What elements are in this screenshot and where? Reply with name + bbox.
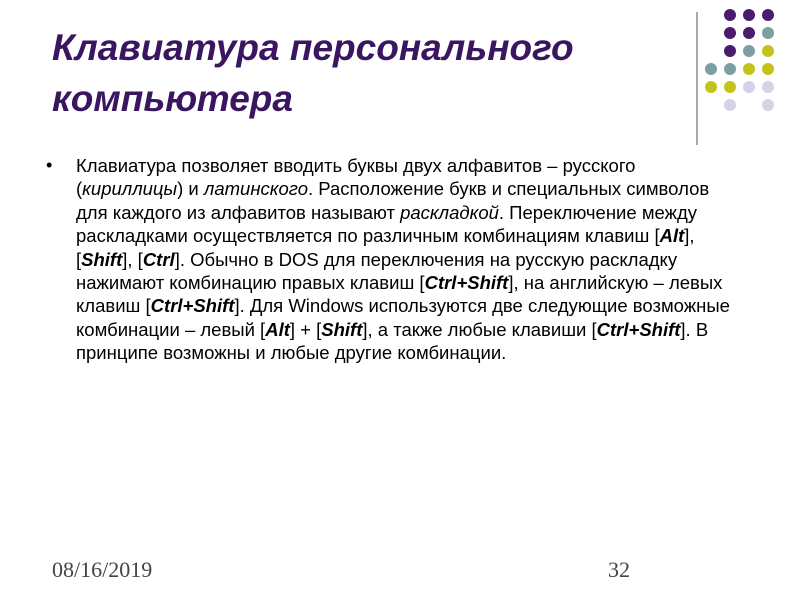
term: латинского <box>203 178 308 200</box>
page-number: 32 <box>608 557 630 582</box>
decorative-dot <box>705 63 717 75</box>
decorative-dot <box>762 63 774 75</box>
text-run: ]. Для Windows используются две следующие возможные комбинации – левый [ <box>76 295 730 340</box>
key-name: Ctrl+Shift <box>596 318 681 340</box>
dot-gap <box>705 9 717 21</box>
text-run: ], [ <box>122 248 143 270</box>
decorative-dot-grid <box>705 9 774 111</box>
decorative-dot <box>762 99 774 111</box>
decorative-dot <box>743 63 755 75</box>
text-run: . Переключение между раскладками осуществляется по различным комбинациям клавиш [ <box>76 201 698 247</box>
term: кириллицы <box>82 178 178 200</box>
text-run: ], а также любые клавиши [ <box>362 318 597 340</box>
footer-date: 08/16/2019 <box>52 557 153 582</box>
key-name: Alt <box>659 225 685 247</box>
key-name: Shift <box>81 248 123 270</box>
decorative-dot <box>762 27 774 39</box>
slide-title <box>52 22 672 124</box>
divider-line <box>696 12 698 145</box>
decorative-dot <box>724 63 736 75</box>
key-name: Alt <box>265 318 290 340</box>
decorative-dot <box>724 9 736 21</box>
text-run: ]. В принципе возможны и любые другие комбинации. <box>76 318 709 364</box>
text-run: ] + [ <box>289 318 322 340</box>
text-run: ], на английскую – левых клавиш [ <box>76 272 723 317</box>
key-name: Shift <box>321 318 363 340</box>
dot-gap <box>705 45 717 57</box>
decorative-dot <box>724 81 736 93</box>
text-run: ], [ <box>76 225 695 270</box>
key-name: Ctrl <box>142 248 175 270</box>
text-run: . Расположение букв и специальных символов для каждого из алфавитов называют <box>76 178 710 223</box>
decorative-dot <box>762 9 774 21</box>
key-name: Ctrl+Shift <box>424 272 509 294</box>
bullet-paragraph <box>76 154 744 365</box>
decorative-dot <box>724 27 736 39</box>
term: раскладкой <box>400 201 499 223</box>
decorative-dot <box>705 81 717 93</box>
decorative-dot <box>724 45 736 57</box>
text-run: Клавиатура позволяет вводить буквы двух алфавитов – русского ( <box>76 155 636 200</box>
decorative-dot <box>762 81 774 93</box>
decorative-dot <box>743 45 755 57</box>
dot-gap <box>743 99 755 111</box>
text-run: ]. Обычно в DOS для переключения на русскую раскладку нажимают комбинацию правых клавиш [ <box>76 248 678 294</box>
decorative-dot <box>743 9 755 21</box>
key-name: Ctrl+Shift <box>150 295 235 317</box>
dot-gap <box>705 27 717 39</box>
dot-gap <box>705 99 717 111</box>
decorative-dot <box>724 99 736 111</box>
text-run: ) и <box>177 178 204 200</box>
bullet-icon: • <box>46 155 53 175</box>
slide-title-line-1: Клавиатура персонального <box>52 27 574 68</box>
decorative-dot <box>762 45 774 57</box>
decorative-dot <box>743 81 755 93</box>
decorative-dot <box>743 27 755 39</box>
slide-title-line-2: компьютера <box>52 78 293 119</box>
